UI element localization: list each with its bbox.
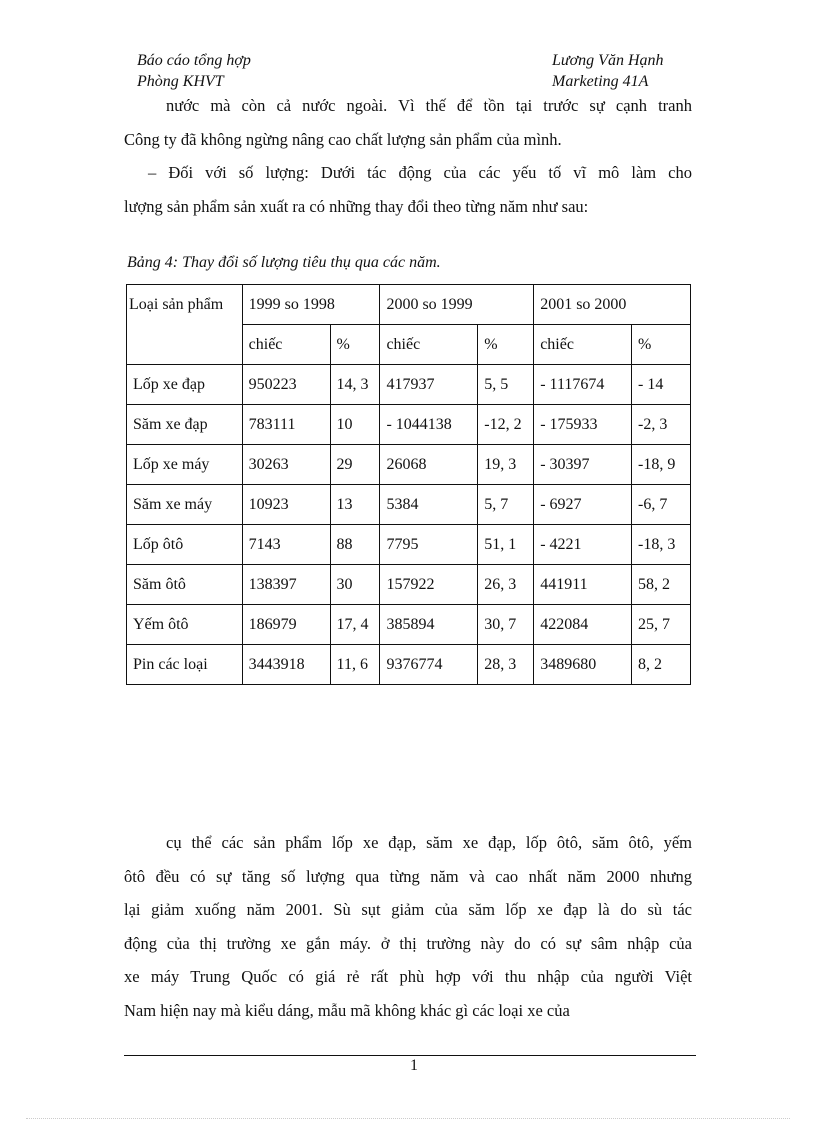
intro-line: lượng sản phẩm sản xuất ra có những thay đổi theo từng năm như sau: xyxy=(124,196,589,216)
cell-percent: -2, 3 xyxy=(632,405,691,445)
body-line: cụ thể các sản phẩm lốp xe đạp, săm xe đạp, lốp ôtô, săm ôtô, yếm xyxy=(166,833,692,852)
intro-paragraph xyxy=(124,89,692,223)
cell-units: - 4221 xyxy=(534,525,632,565)
cell-percent: 10 xyxy=(330,405,380,445)
cell-units: - 30397 xyxy=(534,445,632,485)
cell-units: - 1044138 xyxy=(380,405,478,445)
cell-units: 950223 xyxy=(242,365,330,405)
footer-divider xyxy=(124,1055,696,1056)
cell-percent: - 14 xyxy=(632,365,691,405)
table-row xyxy=(127,605,691,645)
cell-percent: -6, 7 xyxy=(632,485,691,525)
cell-units: 30263 xyxy=(242,445,330,485)
cell-units: 783111 xyxy=(242,405,330,445)
cell-units: - 175933 xyxy=(534,405,632,445)
cell-product: Săm xe đạp xyxy=(127,405,243,445)
cell-units: 3443918 xyxy=(242,645,330,685)
cell-percent: 88 xyxy=(330,525,380,565)
table-row xyxy=(127,405,691,445)
cell-units: 26068 xyxy=(380,445,478,485)
cell-units: 422084 xyxy=(534,605,632,645)
quantity-change-table xyxy=(126,284,691,685)
header-unit: chiếc xyxy=(380,325,478,365)
header-author: Lương Văn Hạnh xyxy=(552,52,664,69)
cell-percent: 28, 3 xyxy=(478,645,534,685)
cell-product: Lốp xe máy xyxy=(127,445,243,485)
cell-product: Săm ôtô xyxy=(127,565,243,605)
cell-product: Lốp xe đạp xyxy=(127,365,243,405)
cell-percent: 29 xyxy=(330,445,380,485)
table-row xyxy=(127,445,691,485)
cell-units: 441911 xyxy=(534,565,632,605)
body-line: xe máy Trung Quốc có giá rẻ rất phù hợp với thu nhập của người Việt xyxy=(124,967,692,986)
cell-units: 417937 xyxy=(380,365,478,405)
header-percent: % xyxy=(632,325,691,365)
cell-percent: -12, 2 xyxy=(478,405,534,445)
header-period-2001-2000: 2001 so 2000 xyxy=(534,285,691,325)
cell-percent: 19, 3 xyxy=(478,445,534,485)
cell-units: 157922 xyxy=(380,565,478,605)
header-report-title: Báo cáo tổng hợp xyxy=(137,52,251,69)
cell-percent: 30 xyxy=(330,565,380,605)
cell-percent: 8, 2 xyxy=(632,645,691,685)
page-number: 1 xyxy=(410,1057,418,1074)
header-percent: % xyxy=(330,325,380,365)
cell-percent: 11, 6 xyxy=(330,645,380,685)
header-left xyxy=(137,50,251,92)
cell-percent: 30, 7 xyxy=(478,605,534,645)
table-row xyxy=(127,525,691,565)
cell-percent: 26, 3 xyxy=(478,565,534,605)
header-period-1999-1998: 1999 so 1998 xyxy=(242,285,380,325)
cell-percent: 25, 7 xyxy=(632,605,691,645)
intro-line: Công ty đã không ngừng nâng cao chất lượng sản phẩm của mình. xyxy=(124,129,562,149)
table-row xyxy=(127,565,691,605)
header-unit: chiếc xyxy=(534,325,632,365)
cell-units: 3489680 xyxy=(534,645,632,685)
header-period-2000-1999: 2000 so 1999 xyxy=(380,285,534,325)
cell-units: 9376774 xyxy=(380,645,478,685)
body-line: ôtô đều có sự tăng số lượng qua từng năm và cao nhất năm 2000 nhưng xyxy=(124,866,692,886)
body-line: động của thị trường xe gắn máy. ở thị trường này do có sự sâm nhập của xyxy=(124,933,692,953)
cell-product: Yếm ôtô xyxy=(127,605,243,645)
cell-percent: 51, 1 xyxy=(478,525,534,565)
table-row xyxy=(127,645,691,685)
cell-product: Lốp ôtô xyxy=(127,525,243,565)
intro-line: – Đối với số lượng: Dưới tác động của các yếu tố vĩ mô làm cho xyxy=(148,163,692,182)
cell-product: Săm xe máy xyxy=(127,485,243,525)
header-product-type: Loại sản phẩm xyxy=(127,285,243,365)
cell-percent: 13 xyxy=(330,485,380,525)
table-caption: Bảng 4: Thay đổi số lượng tiêu thụ qua các năm. xyxy=(127,254,441,271)
cell-units: 186979 xyxy=(242,605,330,645)
table-header-row xyxy=(127,285,691,325)
cell-units: 385894 xyxy=(380,605,478,645)
header-class: Marketing 41A xyxy=(552,73,649,90)
body-line: lại giảm xuống năm 2001. Sù sụt giảm của săm lốp xe đạp là do sù tác xyxy=(124,900,692,919)
cell-percent: 14, 3 xyxy=(330,365,380,405)
header-unit: chiếc xyxy=(242,325,330,365)
table-row xyxy=(127,365,691,405)
body-line: Nam hiện nay mà kiểu dáng, mẫu mã không khác gì các loại xe của xyxy=(124,1000,570,1020)
cell-percent: 17, 4 xyxy=(330,605,380,645)
cell-percent: 58, 2 xyxy=(632,565,691,605)
cell-units: - 1117674 xyxy=(534,365,632,405)
header-right xyxy=(552,50,664,92)
table-row xyxy=(127,485,691,525)
header-percent: % xyxy=(478,325,534,365)
cell-product: Pin các loại xyxy=(127,645,243,685)
body-paragraph xyxy=(124,826,692,1027)
cell-units: 10923 xyxy=(242,485,330,525)
intro-line: nước mà còn cả nước ngoài. Vì thế để tồn tại trước sự cạnh tranh xyxy=(166,96,692,115)
cell-percent: 5, 7 xyxy=(478,485,534,525)
cell-percent: 5, 5 xyxy=(478,365,534,405)
cell-units: 7795 xyxy=(380,525,478,565)
cell-percent: -18, 3 xyxy=(632,525,691,565)
cell-units: 7143 xyxy=(242,525,330,565)
cell-units: 138397 xyxy=(242,565,330,605)
page-bottom-dotted-edge xyxy=(26,1118,790,1119)
header-department: Phòng KHVT xyxy=(137,73,224,90)
cell-units: 5384 xyxy=(380,485,478,525)
cell-percent: -18, 9 xyxy=(632,445,691,485)
cell-units: - 6927 xyxy=(534,485,632,525)
